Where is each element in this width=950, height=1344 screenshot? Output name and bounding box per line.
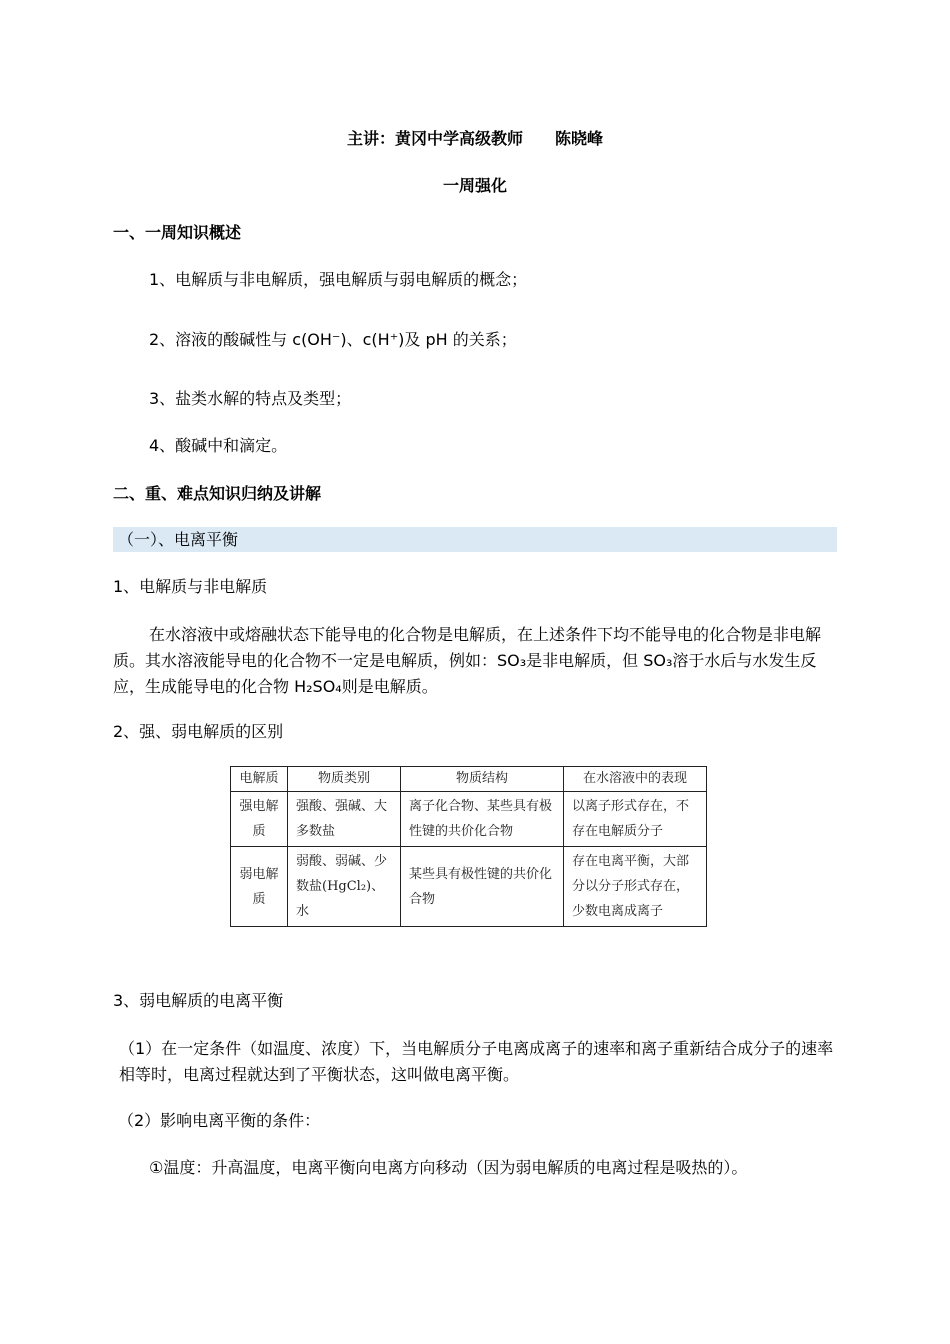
point1-title: 1、电解质与非电解质 — [113, 577, 268, 596]
point3-paragraph-3: ①温度：升高温度，电离平衡向电离方向移动（因为弱电解质的电离过程是吸热的）。 — [149, 1158, 748, 1177]
overview-item-1: 1、电解质与非电解质，强电解质与弱电解质的概念； — [149, 270, 528, 289]
electrolyte-comparison-table — [230, 766, 707, 927]
overview-item-4: 4、酸碱中和滴定。 — [149, 436, 288, 455]
table-header-cell: 物质结构 — [401, 767, 564, 792]
table-header-cell: 物质类别 — [288, 767, 401, 792]
table-cell: 某些具有极性键的共价化合物 — [401, 847, 564, 927]
table-cell: 强酸、强碱、大多数盐 — [288, 792, 401, 847]
table-row — [231, 847, 707, 927]
point2-title: 2、强、弱电解质的区别 — [113, 722, 284, 741]
table-row — [231, 792, 707, 847]
overview-item-2: 2、溶液的酸碱性与 c(OH⁻)、c(H⁺)及 pH 的关系； — [149, 330, 517, 349]
point1-body: 在水溶液中或熔融状态下能导电的化合物是电解质，在上述条件下均不能导电的化合物是非电解质。其水溶液能导电的化合物不一定是电解质，例如：SO₃是非电解质，但 SO₃溶于水后与水发生反应，生成能导电的化合物 H₂SO₄则是电解质。 — [113, 625, 822, 696]
point3-paragraph-2: （2）影响电离平衡的条件： — [118, 1111, 321, 1130]
point3-paragraph-1: （1）在一定条件（如温度、浓度）下，当电解质分子电离成离子的速率和离子重新结合成分子的速率相等时，电离过程就达到了平衡状态，这叫做电离平衡。 — [119, 1039, 834, 1084]
table-header-cell: 电解质 — [231, 767, 288, 792]
point3-title: 3、弱电解质的电离平衡 — [113, 991, 284, 1010]
subsection-title: （一）、电离平衡 — [118, 530, 239, 549]
table-header-row — [231, 767, 707, 792]
table-cell: 离子化合物、某些具有极性键的共价化合物 — [401, 792, 564, 847]
page-subtitle: 一周强化 — [442, 176, 507, 195]
table-header-cell: 在水溶液中的表现 — [564, 767, 707, 792]
table-cell: 以离子形式存在，不存在电解质分子 — [564, 792, 707, 847]
table-cell: 弱电解质 — [231, 847, 288, 927]
section2-heading: 二、重、难点知识归纳及讲解 — [113, 484, 322, 503]
lecturer-line: 主讲：黄冈中学高级教师 陈晓峰 — [346, 129, 603, 148]
section1-heading: 一、一周知识概述 — [113, 223, 242, 242]
overview-item-3: 3、盐类水解的特点及类型； — [149, 389, 352, 408]
table-cell: 弱酸、弱碱、少数盐(HgCl₂)、水 — [288, 847, 401, 927]
table-cell: 存在电离平衡，大部分以分子形式存在，少数电离成离子 — [564, 847, 707, 927]
table-cell: 强电解质 — [231, 792, 288, 847]
